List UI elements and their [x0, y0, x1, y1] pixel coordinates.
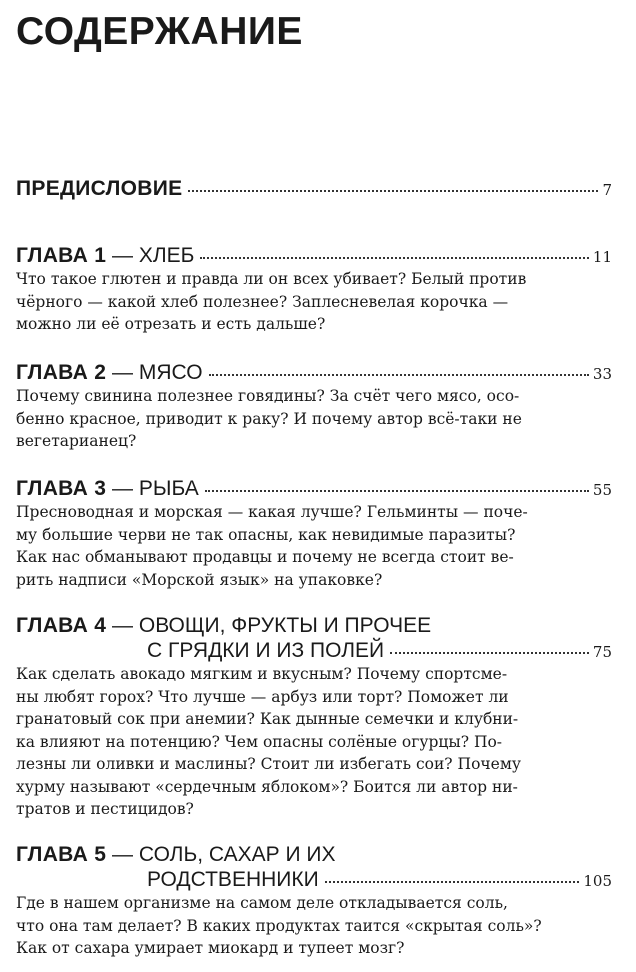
leader-dots: [205, 489, 589, 492]
chapter-description: Где в нашем организме на самом деле откладывается соль, что она там делает? В каких продуктах таится «скрытая соль»? Как от сахара умирает миокард и тупеет мозг?: [16, 894, 542, 957]
page-number: 33: [592, 365, 612, 383]
page-number: 75: [592, 643, 612, 661]
chapter-heading: ГЛАВА 3 — РЫБА: [16, 477, 199, 500]
toc-entry-preface[interactable]: [16, 176, 616, 201]
chapter-heading: ГЛАВА 5 — СОЛЬ, САХАР И ИХ: [16, 843, 336, 866]
page-title: СОДЕРЖАНИЕ: [16, 10, 303, 53]
chapter-description: Почему свинина полезнее говядины? За счёт чего мясо, осо- бенно красное, приводит к раку? И почему автор всё-таки не вегетарианец?: [16, 387, 522, 450]
toc-entry-label: ПРЕДИСЛОВИЕ: [16, 177, 183, 200]
leader-dots: [200, 256, 588, 259]
leader-dots: [188, 189, 598, 192]
chapter-description: Как сделать авокадо мягким и вкусным? Почему спортсме- ны любят горох? Что лучше — арбуз или торт? Поможет ли гранатовый сок при анемии? Как дынные семечки и клубни- ка влияют на потенцию? Чем опасны солёные огурцы? По- лезны ли оливки и маслины? Стоит ли избегать сои? Почему хурму называют «сердечным яблоком»? Боится ли автор ни- тратов и пестицидов?: [16, 665, 521, 818]
chapter-heading: ГЛАВА 4 — ОВОЩИ, ФРУКТЫ И ПРОЧЕЕ: [16, 614, 432, 637]
toc-entry-chapter-3[interactable]: [16, 476, 616, 591]
chapter-heading: ГЛАВА 2 — МЯСО: [16, 361, 203, 384]
chapter-heading-continued: РОДСТВЕННИКИ: [147, 868, 319, 891]
page-number: 105: [583, 872, 612, 890]
leader-dots: [390, 651, 589, 654]
chapter-heading: ГЛАВА 1 — ХЛЕБ: [16, 244, 195, 267]
toc-entry-chapter-1[interactable]: [16, 243, 616, 336]
chapter-heading-continued: С ГРЯДКИ И ИЗ ПОЛЕЙ: [147, 639, 385, 662]
page-number: 55: [592, 481, 612, 499]
chapter-description: Пресноводная и морская — какая лучше? Гельминты — поче- му большие черви не так опасны, как невидимые паразиты? Как нас обманывают продавцы и почему не всегда стоит ве- рить надписи «Морской язык» на упаковке?: [16, 503, 528, 589]
chapter-description: Что такое глютен и правда ли он всех убивает? Белый против чёрного — какой хлеб полезнее? Заплесневелая корочка — можно ли её отрезать и есть дальше?: [16, 270, 527, 333]
toc-entry-chapter-5[interactable]: [16, 842, 616, 960]
leader-dots: [325, 880, 580, 883]
page-number: 11: [592, 248, 612, 266]
toc-entry-chapter-2[interactable]: [16, 360, 616, 453]
leader-dots: [209, 373, 589, 376]
toc-entry-chapter-4[interactable]: [16, 613, 616, 821]
page-number: 7: [602, 181, 612, 199]
